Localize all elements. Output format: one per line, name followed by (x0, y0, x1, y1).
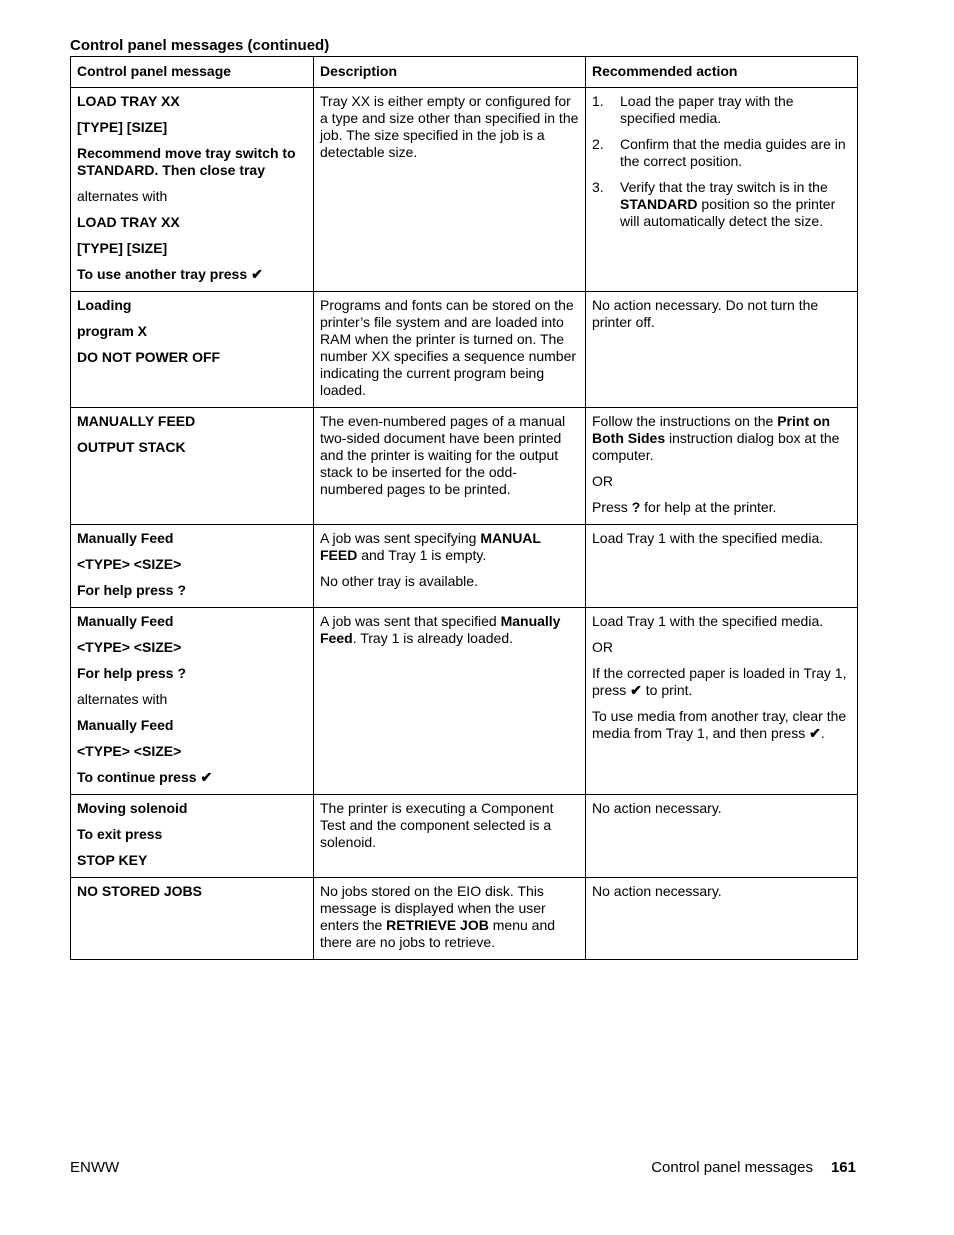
message-line (77, 717, 307, 734)
message-line-text: LOAD TRAY XX (77, 93, 180, 109)
message-line-text: alternates with (77, 691, 168, 707)
footer-right (651, 1159, 856, 1176)
control-panel-messages-table (70, 56, 858, 960)
text: No action necessary. (592, 800, 722, 816)
action-cell (586, 878, 858, 960)
description-cell (314, 525, 586, 608)
message-line (77, 214, 307, 231)
description-paragraph (320, 883, 579, 951)
text: menu and there are no jobs to retrieve. (320, 917, 556, 950)
message-line-text: Loading (77, 297, 132, 313)
message-line-text: Moving solenoid (77, 800, 188, 816)
text: The even-numbered pages of a manual two-sided document have been printed and the printer is waiting for the output stack to be inserted for the odd-numbered pages to be printed. (320, 413, 566, 497)
message-cell (71, 408, 314, 525)
message-line-text: STOP KEY (77, 852, 148, 868)
message-line-text: To use another tray press (77, 266, 248, 282)
action-cell (586, 292, 858, 408)
check-icon: ✔ (200, 769, 213, 785)
action-paragraph (592, 708, 851, 742)
action-cell (586, 795, 858, 878)
message-line (77, 743, 307, 760)
message-line-text: alternates with (77, 188, 168, 204)
text: A job was sent specifying (320, 530, 481, 546)
text: . (820, 725, 825, 741)
text: for help at the printer. (640, 499, 777, 515)
table-row (71, 878, 858, 960)
bold-text: STANDARD (620, 196, 698, 212)
message-line (77, 826, 307, 843)
message-line (77, 691, 307, 708)
action-step (592, 179, 851, 230)
action-paragraph (592, 613, 851, 630)
description-cell (314, 878, 586, 960)
check-icon: ✔ (809, 725, 821, 741)
message-line (77, 613, 307, 630)
table-header-row (71, 57, 858, 88)
bold-text: MANUAL FEED (320, 530, 541, 563)
message-line (77, 266, 307, 283)
action-paragraph (592, 883, 851, 900)
table-row (71, 88, 858, 292)
action-cell (586, 608, 858, 795)
text: Press (592, 499, 632, 515)
footer-section-name: Control panel messages (651, 1159, 813, 1176)
action-cell (586, 525, 858, 608)
description-paragraph (320, 297, 579, 399)
description-cell (314, 608, 586, 795)
message-line (77, 323, 307, 340)
text: Load the paper tray with the specified media. (620, 93, 794, 126)
message-line-text: Manually Feed (77, 613, 174, 629)
message-line (77, 769, 307, 786)
message-line-text: <TYPE> <SIZE> (77, 556, 182, 572)
action-paragraph (592, 639, 851, 656)
table-body (71, 88, 858, 960)
table-row (71, 525, 858, 608)
table-row (71, 292, 858, 408)
text: Confirm that the media guides are in the correct position. (620, 136, 846, 169)
text: No action necessary. (592, 883, 722, 899)
column-header-message: Control panel message (71, 57, 314, 88)
message-line-text: Manually Feed (77, 717, 174, 733)
action-step (592, 93, 851, 127)
text: Load Tray 1 with the specified media. (592, 613, 824, 629)
message-line-text: DO NOT POWER OFF (77, 349, 221, 365)
action-paragraph (592, 499, 851, 516)
description-paragraph (320, 530, 579, 564)
action-paragraph (592, 297, 851, 331)
message-line (77, 240, 307, 257)
help-icon: ? (177, 582, 187, 598)
message-line (77, 145, 307, 179)
message-line-text: [TYPE] [SIZE] (77, 119, 168, 135)
description-cell (314, 292, 586, 408)
message-cell (71, 878, 314, 960)
message-line (77, 119, 307, 136)
message-line (77, 439, 307, 456)
help-icon: ? (177, 665, 187, 681)
text: OR (592, 473, 613, 489)
text: instruction dialog box at the computer. (592, 430, 840, 463)
message-line-text: MANUALLY FEED (77, 413, 196, 429)
action-paragraph (592, 413, 851, 464)
help-icon: ? (631, 499, 641, 515)
message-line (77, 556, 307, 573)
text: If the corrected paper is loaded in Tray 1, press (592, 665, 847, 698)
text: OR (592, 639, 613, 655)
section-title: Control panel messages (continued) (70, 37, 330, 54)
message-line-text: To exit press (77, 826, 163, 842)
text: Follow the instructions on the (592, 413, 778, 429)
message-line (77, 582, 307, 599)
action-paragraph (592, 473, 851, 490)
message-line-text: LOAD TRAY XX (77, 214, 180, 230)
step-number: 3. (592, 179, 604, 195)
description-cell (314, 88, 586, 292)
message-cell (71, 525, 314, 608)
check-icon: ✔ (251, 266, 263, 282)
action-paragraph (592, 530, 851, 547)
message-cell (71, 795, 314, 878)
text: and Tray 1 is empty. (357, 547, 487, 563)
message-line-text: <TYPE> <SIZE> (77, 639, 182, 655)
message-line-text: <TYPE> <SIZE> (77, 743, 182, 759)
bold-text: Print on Both Sides (592, 413, 831, 446)
description-paragraph (320, 573, 579, 590)
message-line-text: NO STORED JOBS (77, 883, 202, 899)
action-step (592, 136, 851, 170)
text: . Tray 1 is already loaded. (352, 630, 513, 646)
column-header-description: Description (314, 57, 586, 88)
message-line (77, 349, 307, 366)
description-cell (314, 408, 586, 525)
message-line-text: For help press (77, 582, 174, 598)
bold-text: Manually Feed (320, 613, 561, 646)
table-row (71, 608, 858, 795)
message-cell (71, 608, 314, 795)
message-cell (71, 292, 314, 408)
message-line (77, 188, 307, 205)
text: A job was sent that specified (320, 613, 501, 629)
action-paragraph (592, 800, 851, 817)
text: No action necessary. Do not turn the printer off. (592, 297, 819, 330)
action-paragraph (592, 665, 851, 699)
text: Tray XX is either empty or configured for a type and size other than specified in the job. The size specified in the job is a detectable size. (320, 93, 579, 160)
text: to print. (641, 682, 693, 698)
message-line-text: Recommend move tray switch to STANDARD. Then close tray (77, 145, 296, 178)
message-line-text: OUTPUT STACK (77, 439, 186, 455)
table-row (71, 408, 858, 525)
action-cell (586, 88, 858, 292)
step-number: 2. (592, 136, 604, 152)
message-line (77, 800, 307, 817)
description-cell (314, 795, 586, 878)
step-number: 1. (592, 93, 604, 109)
message-line-text: To continue press (77, 769, 197, 785)
message-line (77, 297, 307, 314)
text: Load Tray 1 with the specified media. (592, 530, 824, 546)
description-paragraph (320, 413, 579, 498)
text: position so the printer will automatically detect the size. (620, 196, 836, 229)
message-line (77, 639, 307, 656)
message-line-text: [TYPE] [SIZE] (77, 240, 168, 256)
message-line (77, 665, 307, 682)
text: Verify that the tray switch is in the (620, 179, 828, 195)
column-header-action: Recommended action (586, 57, 858, 88)
table-row (71, 795, 858, 878)
page-number: 161 (830, 1159, 856, 1176)
message-cell (71, 88, 314, 292)
bold-text: RETRIEVE JOB (386, 917, 489, 933)
message-line-text: For help press (77, 665, 174, 681)
text: The printer is executing a Component Test and the component selected is a solenoid. (320, 800, 554, 850)
description-paragraph (320, 93, 579, 161)
action-steps-list (592, 93, 851, 230)
check-icon: ✔ (630, 682, 642, 698)
message-line (77, 530, 307, 547)
message-line (77, 883, 307, 900)
message-line-text: program X (77, 323, 148, 339)
message-line (77, 413, 307, 430)
text: To use media from another tray, clear the media from Tray 1, and then press (592, 708, 847, 741)
message-line-text: Manually Feed (77, 530, 174, 546)
description-paragraph (320, 613, 579, 647)
message-line (77, 93, 307, 110)
text: Programs and fonts can be stored on the printer’s file system and are loaded into RAM when the printer is turned on. The number XX specifies a sequence number indicating the current program being loaded. (320, 297, 577, 398)
action-cell (586, 408, 858, 525)
message-line (77, 852, 307, 869)
text: No other tray is available. (320, 573, 478, 589)
description-paragraph (320, 800, 579, 851)
footer-left: ENWW (70, 1159, 120, 1176)
text: No jobs stored on the EIO disk. This message is displayed when the user enters the (320, 883, 546, 933)
